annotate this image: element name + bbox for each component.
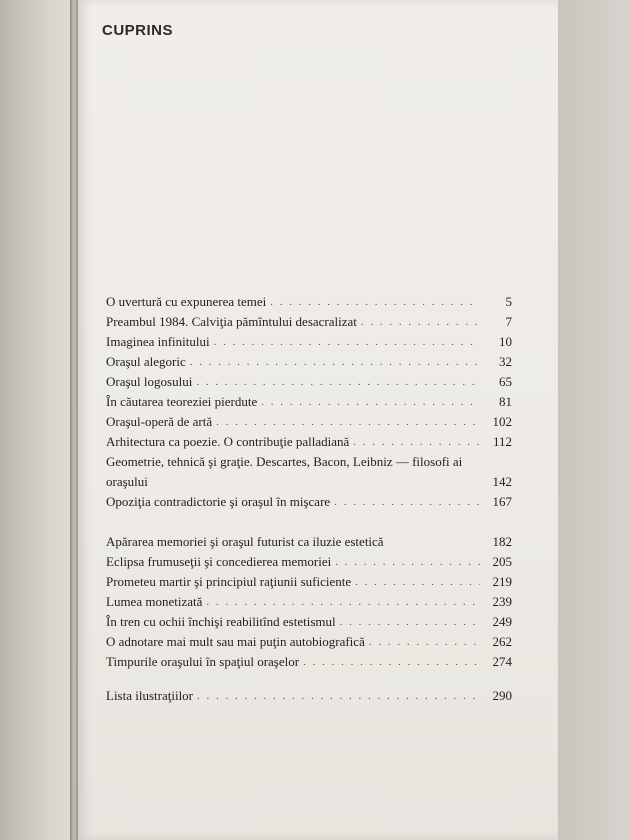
toc-entry-title: Oraşul alegoric <box>106 354 186 369</box>
toc-entry-title: Geometrie, tehnică şi graţie. Descartes, Bacon, Leibniz — filosofi ai oraşului <box>106 454 463 489</box>
toc-entry <box>106 412 512 432</box>
toc-entry-title: În tren cu ochii închişi reabilitînd estetismul <box>106 614 336 629</box>
dot-leader <box>353 432 480 452</box>
toc-entry-page: 32 <box>499 354 512 369</box>
book-spine <box>70 0 78 840</box>
toc-entry-page: 219 <box>492 574 512 589</box>
toc-entry-page: 274 <box>492 654 512 669</box>
toc-entry <box>106 312 512 332</box>
toc-entry-page: 239 <box>492 594 512 609</box>
dot-leader <box>214 332 480 352</box>
toc-entry-page: 65 <box>499 374 512 389</box>
toc-entry-title: Imaginea infinitului <box>106 334 210 349</box>
toc-entry-page: 112 <box>492 434 512 449</box>
toc-entry-title: O uvertură cu expunerea temei <box>106 294 267 309</box>
dot-leader <box>303 652 480 672</box>
dot-leader <box>196 372 480 392</box>
toc-entry <box>106 612 512 632</box>
dot-leader <box>197 686 480 706</box>
toc-entry-title: Prometeu martir şi principiul raţiunii suficiente <box>106 574 352 589</box>
toc-entry-page: 142 <box>492 474 512 489</box>
toc-entry <box>106 432 512 452</box>
toc-entry-page: 102 <box>492 414 512 429</box>
toc-entry <box>106 592 512 612</box>
toc-entry <box>106 686 512 706</box>
toc-entry <box>106 392 512 412</box>
toc-entry-page: 81 <box>499 394 512 409</box>
toc-entry <box>106 572 512 592</box>
toc-entry-page: 7 <box>505 314 512 329</box>
toc-spacer <box>106 672 512 686</box>
dot-leader <box>369 632 480 652</box>
toc-entry-page: 10 <box>499 334 512 349</box>
toc-entry <box>106 492 512 512</box>
toc-entry-title: Oraşul logosului <box>106 374 193 389</box>
dot-leader <box>216 412 480 432</box>
toc-entry-title: O adnotare mai mult sau mai puţin autobiografică <box>106 634 365 649</box>
toc-entry-title: Preambul 1984. Calviţia pămîntului desacralizat <box>106 314 357 329</box>
toc-entry-page: 167 <box>492 494 512 509</box>
toc-entry <box>106 292 512 312</box>
toc-entry-title: În căutarea teoreziei pierdute <box>106 394 258 409</box>
dot-leader <box>261 392 480 412</box>
background-right <box>558 0 630 840</box>
toc-entry-page: 182 <box>492 534 512 549</box>
dot-leader <box>206 592 480 612</box>
toc-entry-title: Lista ilustraţiilor <box>106 688 194 703</box>
dot-leader <box>361 312 480 332</box>
toc-entry <box>106 652 512 672</box>
page-heading: CUPRINS <box>102 22 174 39</box>
toc-entry-page: 249 <box>492 614 512 629</box>
toc-entry-title: Timpurile oraşului în spaţiul oraşelor <box>106 654 300 669</box>
dot-leader <box>335 552 480 572</box>
toc-entry-title: Apărarea memoriei şi oraşul futurist ca iluzie estetică <box>106 534 384 549</box>
dot-leader <box>190 352 480 372</box>
toc-entry <box>106 512 512 552</box>
toc-entry <box>106 632 512 652</box>
dot-leader <box>355 572 480 592</box>
toc-entry-title: Eclipsa frumuseţii şi concedierea memoriei <box>106 554 332 569</box>
toc-entry <box>106 352 512 372</box>
toc-entry <box>106 372 512 392</box>
toc-entry <box>106 552 512 572</box>
toc-entry-title: Arhitectura ca poezie. O contribuţie palladiană <box>106 434 350 449</box>
dot-leader <box>270 292 480 312</box>
toc-entry-title: Lumea monetizată <box>106 594 203 609</box>
toc-entry <box>106 332 512 352</box>
toc-entry-page: 262 <box>492 634 512 649</box>
toc-entry-page: 290 <box>492 688 512 703</box>
toc-entry-title: Oraşul-operă de artă <box>106 414 213 429</box>
toc-entry-page: 5 <box>505 294 512 309</box>
dot-leader <box>340 612 480 632</box>
toc-entry <box>106 452 512 492</box>
toc-entry-page: 205 <box>492 554 512 569</box>
dot-leader <box>334 492 480 512</box>
toc-entry-title: Opoziţia contradictorie şi oraşul în mişcare <box>106 494 331 509</box>
table-of-contents <box>106 292 512 706</box>
